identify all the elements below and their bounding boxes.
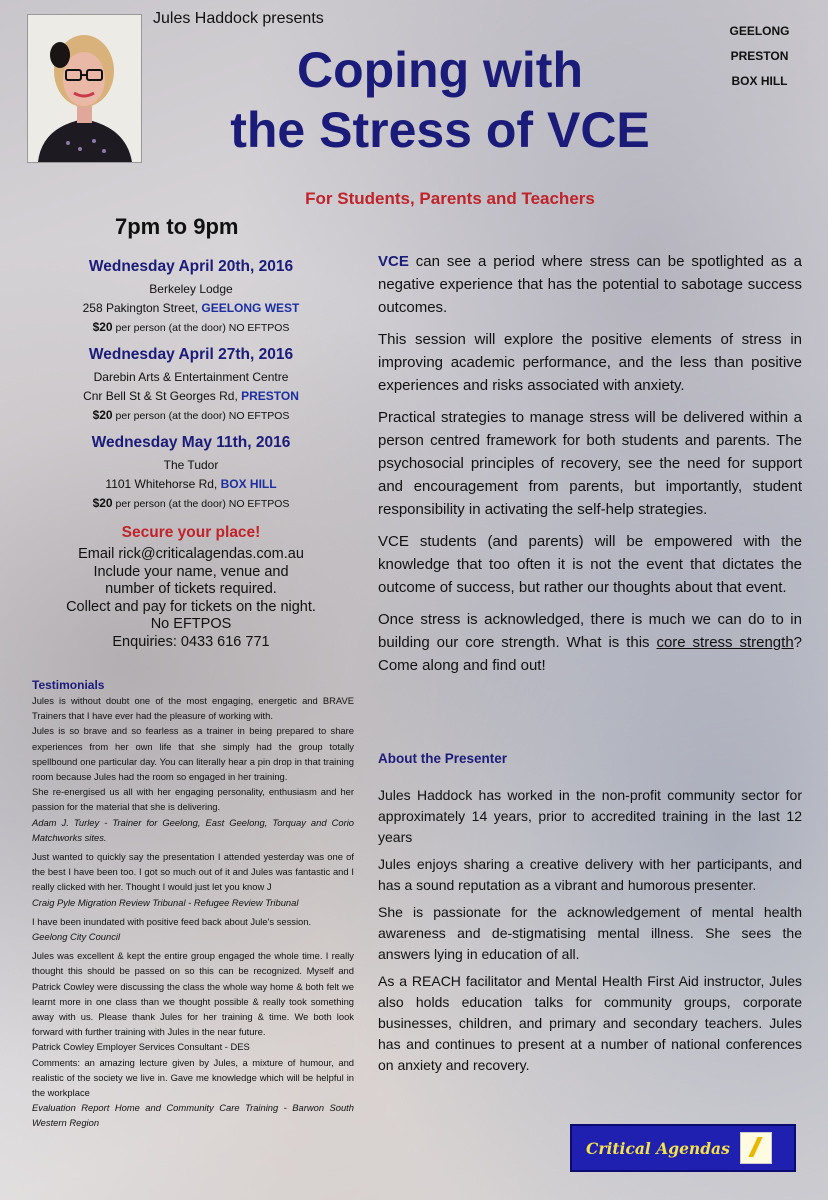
presenter-heading: About the Presenter [378, 751, 508, 766]
testimonial-text: Just wanted to quickly say the presentation I attended yesterday was one of the best I have been too. I got so much out of it and Jules was fantastic and I really clicked with her. Thought I would just let you know J [32, 851, 354, 893]
title-line-1: Coping with [296, 42, 584, 98]
description-paragraph: VCE students (and parents) will be empowered with the knowledge that too often it is not the event that dictates the outcome of success, but rather our thoughts about that event. [378, 533, 802, 596]
booking-line: Collect and pay for tickets on the night. [66, 598, 316, 615]
description-paragraph: This session will explore the positive elements of stress in improving academic performance, and the less than positive experiences and risks associated with anxiety. [378, 331, 802, 394]
testimonial-text: Jules was excellent & kept the entire group engaged the whole time. I really thought this should be passed on so this can be recognized. Myself and Patrick Cowley were discussing the class the whole way home & both felt we learnt more in one class than we thought possible & really took something away with us. Please thank Jules for her training & time. We both look forward with further training with Jules in the near future. [32, 950, 354, 1038]
presenter-photo [27, 14, 142, 163]
testimonial-credit: Craig Pyle Migration Review Tribunal - Refugee Review Tribunal [32, 896, 299, 908]
session-description [378, 250, 802, 686]
critical-agendas-logo [570, 1124, 796, 1172]
booking-phone: Enquiries: 0433 616 771 [112, 633, 270, 650]
event-date: Wednesday April 20th, 2016 [88, 258, 294, 275]
bio-paragraph: Jules enjoys sharing a creative delivery with her participants, and has a sound reputation as a vibrant and humorous presenter. [378, 856, 802, 893]
title-line-2: the Stress of VCE [230, 102, 650, 158]
booking-line: number of tickets required. [105, 581, 277, 597]
event-price-note: per person (at the door) NO EFTPOS [112, 498, 290, 510]
testimonial-text: Jules is so brave and so fearless as a trainer in being prepared to share experiences from her own life that she simply had the group totally spellbound one particular day. You can literally hear a pin drop in that training room because Jules had the room so engaged in her training. [32, 725, 354, 783]
event-item [60, 346, 322, 426]
presenter-bio [378, 785, 802, 1082]
event-price-amount: $20 [92, 408, 113, 422]
description-text: ? Come along and find out! [378, 634, 803, 674]
testimonial-item [32, 948, 354, 1130]
event-price [60, 318, 322, 338]
event-venue: Berkeley Lodge [149, 282, 233, 296]
description-paragraph [378, 250, 802, 319]
testimonial-text: I have been inundated with positive feed back about Jule's session. [32, 915, 312, 927]
presents-line: Jules Haddock presents [153, 10, 324, 27]
core-stress-strength-text: core stress strength [656, 634, 794, 651]
bio-paragraph: She is passionate for the acknowledgement of mental health awareness and de-stigmatising mental illness. She sees the answers lying in education of all. [378, 904, 802, 962]
presenter-portrait-image [28, 15, 141, 162]
event-address [60, 299, 322, 318]
page-title [180, 40, 700, 160]
event-street: 1101 Whitehorse Rd, [105, 477, 221, 491]
location-box-hill: BOX HILL [731, 74, 788, 88]
logo-text: Critical Agendas [586, 1138, 730, 1158]
event-price-note: per person (at the door) NO EFTPOS [112, 410, 290, 422]
event-price-amount: $20 [92, 320, 113, 334]
location-list [712, 24, 807, 99]
event-suburb: GEELONG WEST [201, 301, 300, 315]
description-paragraph [378, 608, 802, 677]
event-date: Wednesday April 27th, 2016 [88, 346, 294, 363]
event-venue: Darebin Arts & Entertainment Centre [93, 370, 289, 384]
description-text: can see a period where stress can be spotlighted as a negative experience that has the potential to sabotage success outcomes. [378, 253, 802, 316]
description-paragraph: Practical strategies to manage stress will be delivered within a person centred framework for both students and parents. The psychosocial principles of recovery, see the need for support and encouragement from parents, but importantly, student responsibility in activating the self-help strategies. [378, 409, 802, 518]
booking-line: No EFTPOS [150, 616, 232, 632]
session-time: 7pm to 9pm [115, 214, 239, 239]
event-date: Wednesday May 11th, 2016 [91, 434, 291, 451]
event-street: Cnr Bell St & St Georges Rd, [83, 389, 242, 403]
location-geelong: GEELONG [729, 24, 790, 38]
event-suburb: PRESTON [241, 389, 299, 403]
testimonial-credit: Evaluation Report Home and Community Care Training - Barwon South Western Region [32, 1102, 354, 1129]
booking-email[interactable]: Email rick@criticalagendas.com.au [78, 546, 304, 562]
pencil-icon [740, 1132, 772, 1164]
testimonials-section [32, 678, 354, 1135]
testimonials-heading: Testimonials [32, 678, 105, 692]
testimonial-text: Comments: an amazing lecture given by Jules, a mixture of humour, and realistic of the society we live in. Gave me knowledge which will be helpful in the workplace [32, 1056, 354, 1099]
booking-info [60, 524, 322, 651]
event-price-note: per person (at the door) NO EFTPOS [112, 322, 290, 334]
testimonial-item [32, 693, 354, 845]
bio-paragraph: As a REACH facilitator and Mental Health First Aid instructor, Jules also holds education talks for community groups, corporate businesses, children, and primary and secondary teachers. Jules has and continues to present at a number of national conferences on anxiety and recovery. [378, 973, 802, 1073]
event-item [60, 434, 322, 514]
event-price [60, 494, 322, 514]
testimonial-text: She re-energised us all with her engaging personality, enthusiasm and her passion for the material that she is delivering. [32, 786, 354, 813]
event-suburb: BOX HILL [220, 477, 277, 491]
testimonial-item [32, 914, 354, 944]
testimonial-item [32, 849, 354, 910]
event-price [60, 406, 322, 426]
testimonial-text: Jules is without doubt one of the most engaging, energetic and BRAVE Trainers that I have ever had the pleasure of working with. [32, 695, 354, 722]
booking-heading: Secure your place! [121, 524, 261, 541]
bio-paragraph: Jules Haddock has worked in the non-profit community sector for approximately 14 years, prior to accredited training in the last 12 years [378, 787, 802, 845]
testimonial-text: Patrick Cowley Employer Services Consultant - DES [32, 1041, 250, 1053]
event-address [60, 387, 322, 406]
event-street: 258 Pakington Street, [82, 301, 202, 315]
event-list [60, 258, 322, 522]
vce-highlight: VCE [378, 253, 409, 270]
audience-subtitle: For Students, Parents and Teachers [305, 189, 595, 208]
testimonial-credit: Adam J. Turley - Trainer for Geelong, East Geelong, Torquay and Corio Matchworks sites. [32, 816, 354, 843]
booking-line: Include your name, venue and [93, 563, 289, 580]
event-address [60, 475, 322, 494]
event-price-amount: $20 [92, 496, 113, 510]
event-item [60, 258, 322, 338]
location-preston: PRESTON [730, 49, 789, 63]
event-venue: The Tudor [163, 458, 219, 472]
description-text: Once stress is acknowledged, there is much we can do to in building our core strength. What is this [378, 611, 802, 651]
testimonial-credit: Geelong City Council [32, 931, 121, 943]
